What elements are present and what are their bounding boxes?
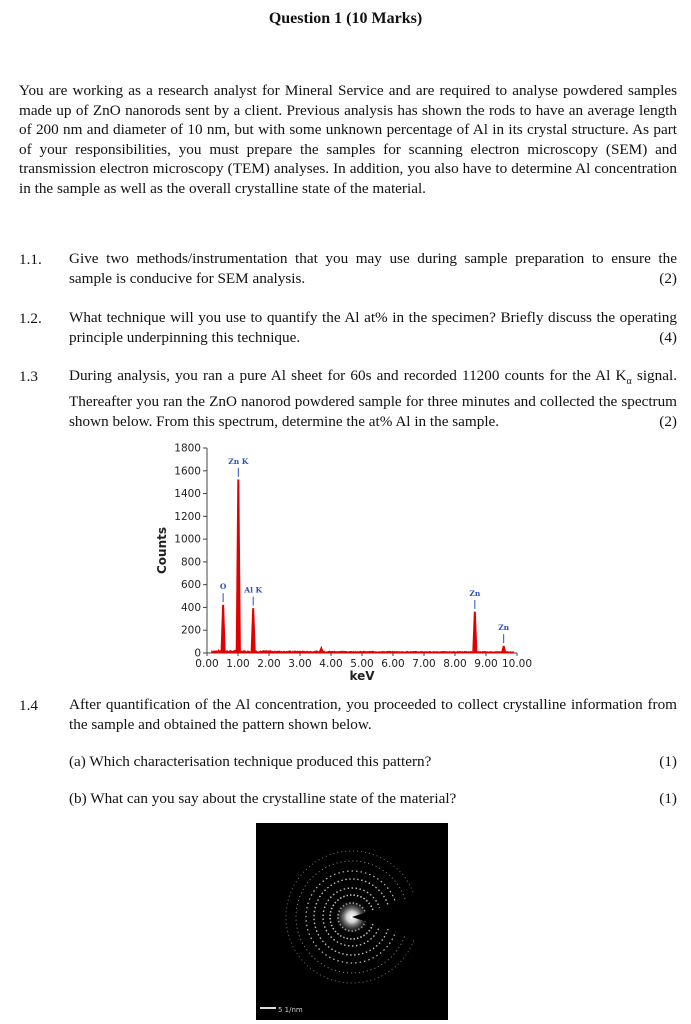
diffraction-pattern-image xyxy=(256,823,448,1020)
question-number-1-3: 1.3 xyxy=(19,368,38,385)
spectrum-baseline xyxy=(212,647,514,654)
spectrum-peak xyxy=(251,609,255,653)
y-tick-label: 1800 xyxy=(174,442,201,455)
x-tick-label: 6.00 xyxy=(381,658,405,670)
subquestion-a xyxy=(69,753,677,771)
x-tick-label: 10.00 xyxy=(501,658,533,670)
question-1-1-marks: (2) xyxy=(659,270,677,287)
scale-bar-label: 5 1/nm xyxy=(278,1006,303,1014)
question-number-1-1: 1.1. xyxy=(19,251,42,268)
y-tick-label: 1600 xyxy=(174,465,201,478)
peak-label: Zn xyxy=(469,589,481,598)
intro-paragraph: You are working as a research analyst for Mineral Service and are required to analyse powdered samples made up of ZnO nanorods sent by a client. Previous analysis has shown the rods to have an average length of 200 nm and diameter of 10 nm, but with some unknown percentage of Al in its crystal structure. As part of your responsibilities, you must prepare the samples for scanning electron microscopy (SEM) and transmission electron microscopy (TEM) analyses. In addition, you also have to determine Al concentration in the sample as well as the overall crystalline state of the material. xyxy=(19,82,677,197)
scale-bar xyxy=(260,1007,276,1009)
spectrum-peak xyxy=(236,480,240,653)
eds-spectrum-chart xyxy=(150,440,540,688)
question-1-2-marks: (4) xyxy=(659,329,677,346)
question-number-1-4: 1.4 xyxy=(19,697,38,714)
subquestion-b-text: (b) What can you say about the crystalline state of the material? xyxy=(69,790,457,807)
question-1-4 xyxy=(69,695,677,735)
x-tick-label: 8.00 xyxy=(443,658,467,670)
question-1-4-text: After quantification of the Al concentration, you proceeded to collect crystalline information from the sample and obtained the pattern shown below. xyxy=(69,696,677,733)
y-tick-label: 400 xyxy=(180,601,201,614)
question-number-1-2: 1.2. xyxy=(19,310,42,327)
subquestion-a-marks: (1) xyxy=(659,753,677,770)
x-tick-label: 0.00 xyxy=(195,658,219,670)
y-tick-label: 0 xyxy=(194,647,201,660)
peak-label: O xyxy=(219,582,227,592)
peak-label: Zn xyxy=(498,623,510,633)
question-1-2 xyxy=(69,308,677,348)
y-axis-label: Counts xyxy=(155,526,169,575)
spectrum-peak xyxy=(501,646,505,653)
x-tick-label: 9.00 xyxy=(474,658,498,670)
spectrum-peak xyxy=(473,612,477,653)
x-tick-label: 5.00 xyxy=(350,658,374,670)
question-1-3-text-b: signal. Thereafter you ran the ZnO nanorod powdered sample for three minutes and collected the spectrum shown below. From this spectrum, determine the at% Al in the sample. xyxy=(69,367,678,431)
y-tick-label: 1200 xyxy=(174,510,201,523)
question-1-1 xyxy=(69,249,677,289)
y-tick-label: 600 xyxy=(180,579,201,592)
peak-label: Zn K xyxy=(228,456,249,466)
question-1-3 xyxy=(69,366,677,432)
y-tick-label: 1000 xyxy=(174,533,201,546)
question-title: Question 1 (10 Marks) xyxy=(268,10,423,27)
spectrum-peak xyxy=(221,605,225,653)
y-tick-label: 200 xyxy=(180,624,201,637)
x-tick-label: 1.00 xyxy=(226,658,250,670)
x-axis-label: keV xyxy=(349,669,375,683)
y-tick-label: 1400 xyxy=(174,488,201,501)
question-1-3-marks: (2) xyxy=(659,413,677,431)
question-1-1-text: Give two methods/instrumentation that you may use during sample preparation to ensure the sample is conducive for SEM analysis. xyxy=(69,250,677,287)
x-tick-label: 4.00 xyxy=(319,658,343,670)
x-tick-label: 2.00 xyxy=(257,658,281,670)
question-1-3-text-a: During analysis, you ran a pure Al sheet for 60s and recorded 11200 counts for the Al K xyxy=(69,367,627,384)
peak-label: Al K xyxy=(244,585,263,595)
x-tick-label: 7.00 xyxy=(412,658,436,670)
y-tick-label: 800 xyxy=(180,556,201,569)
x-tick-label: 3.00 xyxy=(288,658,312,670)
subquestion-a-text: (a) Which characterisation technique produced this pattern? xyxy=(69,753,432,770)
alpha-subscript: α xyxy=(626,376,632,388)
subquestion-b-marks: (1) xyxy=(659,790,677,807)
subquestion-b xyxy=(69,790,677,808)
question-1-2-text: What technique will you use to quantify the Al at% in the specimen? Briefly discuss the operating principle underpinning this technique. xyxy=(69,309,677,346)
